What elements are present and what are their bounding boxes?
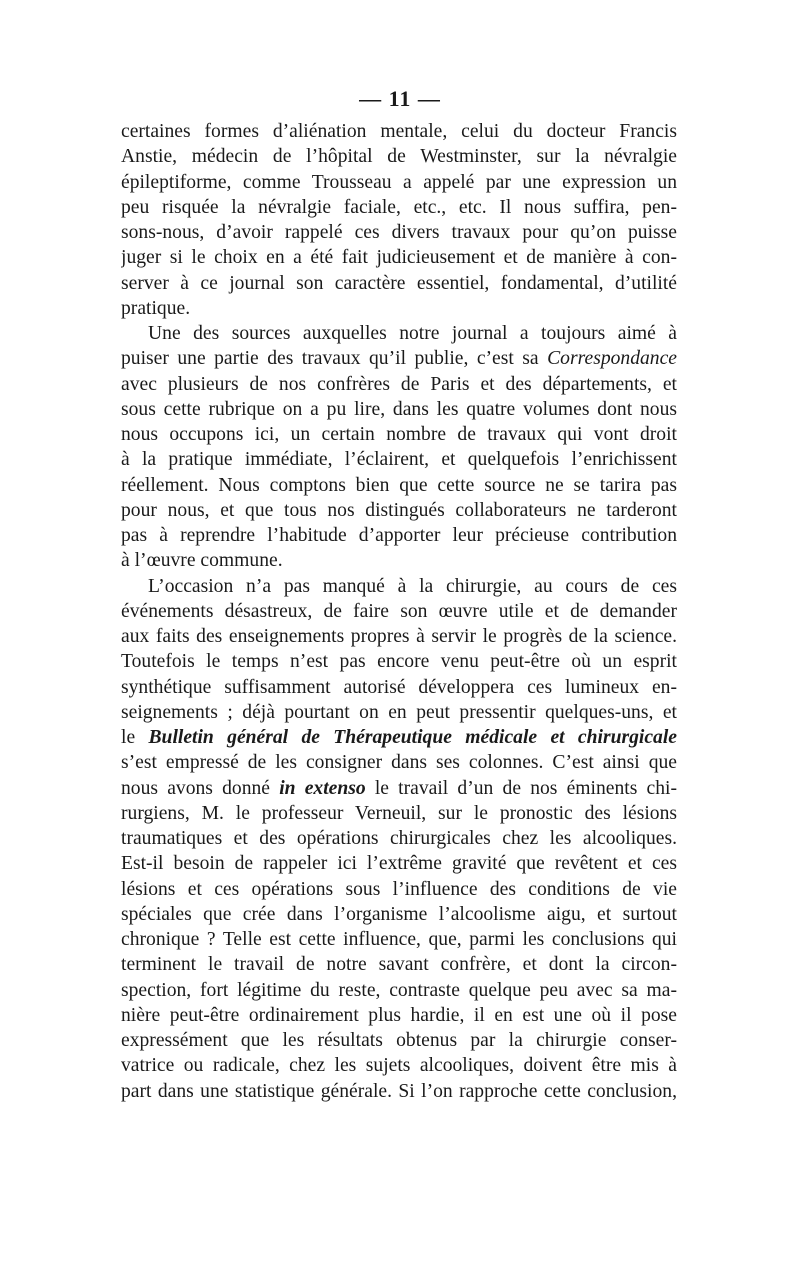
text-segment: expressément que les résultats obtenus par la chirurgie conser- xyxy=(121,1030,677,1051)
body-text xyxy=(121,119,677,1104)
text-segment: sons-nous, d’avoir rappelé ces divers travaux pour qu’on puisse xyxy=(121,222,677,243)
emphasized-text: Bulletin général de Thérapeutique médicale et chirurgicale xyxy=(148,727,677,748)
text-line xyxy=(121,700,677,725)
text-segment: nous avons donné xyxy=(121,777,280,799)
text-segment: Toutefois le temps n’est pas encore venu peut-être où un esprit xyxy=(121,651,677,673)
text-line xyxy=(121,321,677,346)
text-segment: réellement. Nous comptons bien que cette source ne se tarira pas xyxy=(121,474,677,496)
text-segment: événements désastreux, de faire son œuvre utile et de demander xyxy=(121,600,677,622)
text-segment: aux faits des enseignements propres à servir le progrès de la science. xyxy=(121,626,677,647)
text-segment: L’occasion n’a pas manqué à la chirurgie, au cours de ces xyxy=(148,575,677,597)
text-segment: puiser une partie des travaux qu’il publie, c’est sa xyxy=(121,348,548,370)
text-line xyxy=(121,346,677,371)
text-line xyxy=(121,978,677,1003)
text-line xyxy=(121,523,677,548)
text-segment: certaines formes d’aliénation mentale, celui du docteur Francis xyxy=(121,121,677,142)
text-segment: peu risquée la névralgie faciale, etc., etc. Il nous suffira, pen- xyxy=(121,196,677,218)
text-line xyxy=(121,372,677,397)
text-segment: Une des sources auxquelles notre journal a toujours aimé à xyxy=(148,323,677,344)
text-line xyxy=(121,599,677,624)
text-line xyxy=(121,170,677,195)
text-line xyxy=(121,498,677,523)
text-line xyxy=(121,1079,677,1104)
text-segment: épileptiforme, comme Trousseau a appelé par une expression un xyxy=(121,171,677,193)
text-line xyxy=(121,851,677,876)
text-line xyxy=(121,902,677,927)
text-line xyxy=(121,144,677,169)
text-segment: spéciales que crée dans l’organisme l’alcoolisme aigu, et surtout xyxy=(121,903,677,925)
text-line xyxy=(121,1003,677,1028)
text-line xyxy=(121,245,677,270)
text-line xyxy=(121,447,677,472)
text-segment: Anstie, médecin de l’hôpital de Westminster, sur la névralgie xyxy=(121,146,677,168)
text-segment: vatrice ou radicale, chez les sujets alcooliques, doivent être mis à xyxy=(121,1055,677,1077)
text-line xyxy=(121,952,677,977)
text-line xyxy=(121,119,677,144)
text-line xyxy=(121,1053,677,1078)
text-line xyxy=(121,826,677,851)
text-line xyxy=(121,422,677,447)
text-segment: spection, fort légitime du reste, contraste quelque peu avec sa ma- xyxy=(121,979,677,1001)
text-line xyxy=(121,1028,677,1053)
text-segment: s’est empressé de les consigner dans ses colonnes. C’est ainsi que xyxy=(121,752,677,774)
text-segment: chronique ? Telle est cette influence, que, parmi les conclusions qui xyxy=(121,929,677,950)
text-segment: pas à reprendre l’habitude d’apporter leur précieuse contribution xyxy=(121,525,677,546)
text-segment: juger si le choix en a été fait judicieusement et de manière à con- xyxy=(121,247,677,269)
text-segment: pour nous, et que tous nos distingués collaborateurs ne tarderont xyxy=(121,499,677,521)
emphasized-text: in extenso xyxy=(279,777,366,799)
text-segment: lésions et ces opérations sous l’influence des conditions de vie xyxy=(121,878,677,900)
text-line xyxy=(121,296,677,321)
text-segment: pratique. xyxy=(121,297,191,319)
text-line xyxy=(121,574,677,599)
text-line xyxy=(121,877,677,902)
text-line xyxy=(121,776,677,801)
text-line xyxy=(121,801,677,826)
text-segment: Est-il besoin de rappeler ici l’extrême gravité que revêtent et ces xyxy=(121,853,677,875)
text-segment: seignements ; déjà pourtant on en peut pressentir quelques-uns, et xyxy=(121,701,677,723)
text-segment: synthétique suffisamment autorisé développera ces lumineux en- xyxy=(121,676,677,698)
text-segment: traumatiques et des opérations chirurgicales chez les alcooliques. xyxy=(121,828,677,849)
text-segment: nière peut-être ordinairement plus hardie, il en est une où il pose xyxy=(121,1004,677,1026)
text-line xyxy=(121,624,677,649)
text-segment: nous occupons ici, un certain nombre de travaux qui vont droit xyxy=(121,424,677,445)
text-segment: à l’œuvre commune. xyxy=(121,550,283,572)
emphasized-text: Correspondance xyxy=(547,348,677,370)
text-segment: à la pratique immédiate, l’éclairent, et quelquefois l’enrichissent xyxy=(121,449,677,471)
text-segment: terminent le travail de notre savant confrère, et dont la circon- xyxy=(121,954,677,976)
text-line xyxy=(121,195,677,220)
text-line xyxy=(121,473,677,498)
page-number: — 11 — xyxy=(359,86,441,111)
text-segment: rurgiens, M. le professeur Verneuil, sur le pronostic des lésions xyxy=(121,802,677,824)
text-line xyxy=(121,397,677,422)
text-segment: le travail d’un de nos éminents chi- xyxy=(365,777,677,799)
text-line xyxy=(121,548,677,573)
text-segment: le xyxy=(121,727,149,748)
text-segment: sous cette rubrique on a pu lire, dans les quatre volumes dont nous xyxy=(121,398,677,420)
text-line xyxy=(121,220,677,245)
text-line xyxy=(121,271,677,296)
text-segment: server à ce journal son caractère essentiel, fondamental, d’utilité xyxy=(121,272,677,294)
text-line xyxy=(121,750,677,775)
text-line xyxy=(121,725,677,750)
text-line xyxy=(121,649,677,674)
text-segment: part dans une statistique générale. Si l’on rapproche cette conclusion, xyxy=(121,1080,677,1102)
text-line xyxy=(121,675,677,700)
text-segment: avec plusieurs de nos confrères de Paris et des départements, et xyxy=(121,373,677,395)
text-line xyxy=(121,927,677,952)
